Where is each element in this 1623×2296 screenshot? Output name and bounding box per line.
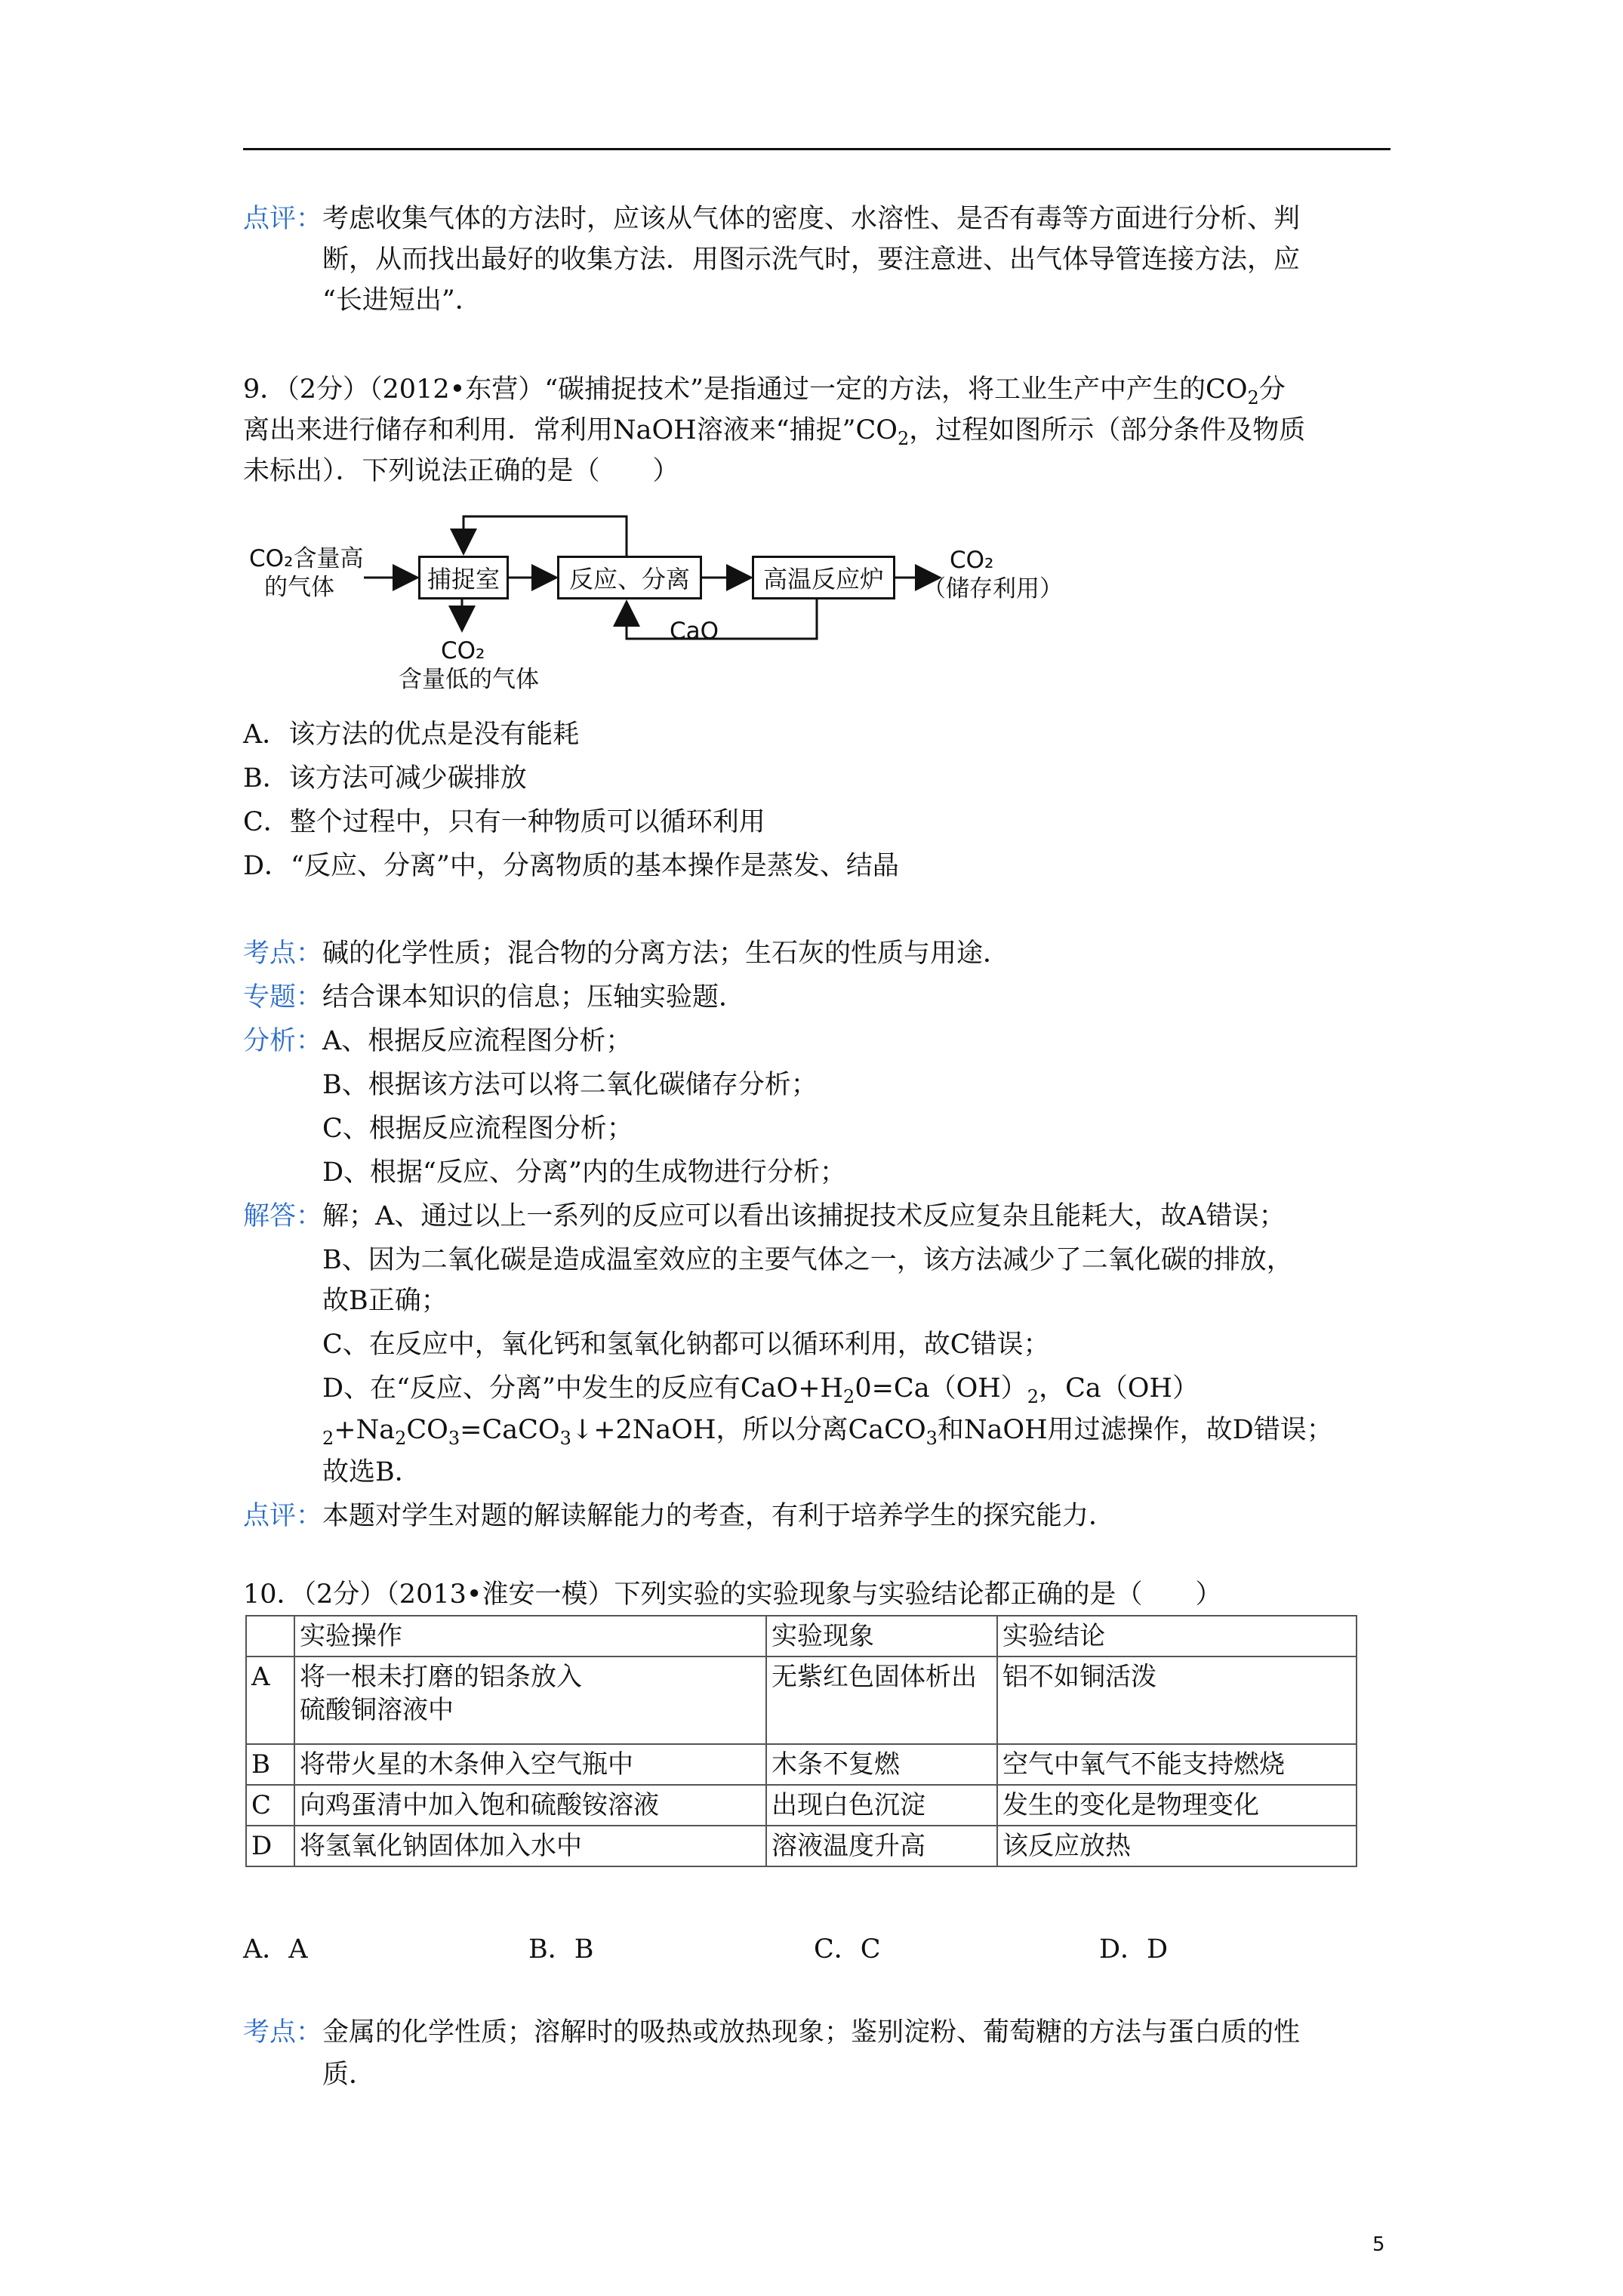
q9-jieda-line-1: 解答：解；A、通过以上一系列的反应可以看出该捕捉技术反应复杂且能耗大，故A错误；: [243, 1201, 1286, 1231]
q9-dianping: 点评：本题对学生对题的解读解能力的考查，有利于培养学生的探究能力．: [243, 1501, 1116, 1531]
table-row: A 将一根未打磨的铝条放入 硫酸铜溶液中 无紫红色固体析出 铝不如铜活泼: [246, 1657, 1357, 1744]
prev-comment-line-3: “长进短出”．: [322, 285, 482, 316]
q10-kaodian-line-2: 质．: [322, 2060, 376, 2090]
page-number: 5: [1372, 2233, 1385, 2256]
table-row: B 将带火星的木条伸入空气瓶中 木条不复燃 空气中氧气不能支持燃烧: [246, 1744, 1357, 1785]
q9-fenxi-line-3: C、根据反应流程图分析；: [322, 1114, 633, 1144]
q9-fenxi-line-4: D、根据“反应、分离”内的生成物进行分析；: [322, 1157, 846, 1188]
q9-jieda-line-4: C、在反应中，氧化钙和氢氧化钠都可以循环利用，故C错误；: [322, 1330, 1050, 1360]
q9-fenxi-line-1: 分析：A、根据反应流程图分析；: [243, 1026, 633, 1056]
q10-option-a: A．A: [243, 1934, 308, 1965]
q10-option-d: D．D: [1099, 1934, 1169, 1965]
q9-jieda-line-5: D、在“反应、分离”中发生的反应有$CaO+H_20=Ca(OH)_2$，Ca（OH）: [322, 1373, 1199, 1407]
q9-jieda-line-2: B、因为二氧化碳是造成温室效应的主要气体之一，该方法减少了二氧化碳的排放，: [322, 1245, 1293, 1275]
q9-option-c: C．整个过程中，只有一种物质可以循环利用: [243, 807, 765, 837]
header-rule: [243, 148, 1390, 150]
diagram-box-furnace: 高温反应炉: [752, 556, 895, 599]
q9-fenxi-line-2: B、根据该方法可以将二氧化碳储存分析；: [322, 1070, 818, 1100]
diagram-input-line-1: CO₂含量高: [249, 545, 364, 572]
prev-comment-line-2: 断，从而找出最好的收集方法．用图示洗气时，要注意进、出气体导管连接方法，应: [322, 245, 1301, 275]
prev-comment-label: 点评：: [243, 204, 323, 234]
diagram-bottom-line-1: CO₂: [441, 637, 485, 664]
q10-kaodian-line-1: 考点：金属的化学性质；溶解时的吸热或放热现象；鉴别淀粉、葡萄糖的方法与蛋白质的性: [243, 2017, 1301, 2048]
q9-zhuanti: 专题：结合课本知识的信息；压轴实验题．: [243, 982, 746, 1012]
diagram-input-line-2: 的气体: [264, 574, 334, 601]
table-header-row: 实验操作 实验现象 实验结论: [246, 1616, 1357, 1657]
diagram-box-capture-chamber: 捕捉室: [418, 556, 509, 599]
q10-stem: 10．（2分）（2013•淮安一模）下列实验的实验现象与实验结论都正确的是（ ）: [243, 1579, 1222, 1610]
diagram-output-line-1: CO₂: [950, 547, 994, 574]
q10-option-b: B．B: [528, 1934, 594, 1965]
diagram-box-reaction-separation: 反应、分离: [557, 556, 702, 599]
q9-kaodian: 考点：碱的化学性质；混合物的分离方法；生石灰的性质与用途．: [243, 938, 1010, 969]
diagram-output-line-2: （储存利用）: [922, 575, 1063, 603]
q9-stem-line-2: 离出来进行储存和利用．常利用NaOH溶液来“捕捉$”CO_2$，过程如图所示（部分条件及物质: [243, 415, 1306, 449]
table-row: C 向鸡蛋清中加入饱和硫酸铵溶液 出现白色沉淀 发生的变化是物理变化: [246, 1785, 1357, 1826]
q9-option-a: A．该方法的优点是没有能耗: [243, 720, 580, 750]
q9-stem-line-3: 未标出）．下列说法正确的是（ ）: [243, 456, 679, 486]
q9-option-b: B．该方法可减少碳排放: [243, 763, 527, 794]
q9-jieda-line-6: $_2+Na_2CO_3=CaCO_3↓+2NaOH$，所以分离CaCO$_3$和NaOH用过滤操作，故D错误；: [322, 1415, 1333, 1449]
q10-table: [245, 1615, 1357, 1867]
diagram-loop-label-cao: CaO: [670, 618, 719, 645]
q9-jieda-line-3: 故B正确；: [322, 1286, 448, 1316]
flow-arrows: [243, 498, 1111, 710]
q10-option-c: C．C: [814, 1934, 881, 1965]
q9-jieda-line-7: 故选B．: [322, 1457, 421, 1487]
q9-stem-line-1: 9．（2分）（2012•东营）“碳捕捉技术”是指通过一定的方法，将工业生产中产生的$CO_2$分: [243, 374, 1286, 408]
prev-comment-line-1: 点评：考虑收集气体的方法时，应该从气体的密度、水溶性、是否有毒等方面进行分析、判: [243, 204, 1301, 234]
q9-flow-diagram: [243, 498, 1111, 710]
q9-option-d: D．“反应、分离”中，分离物质的基本操作是蒸发、结晶: [243, 851, 899, 881]
table-row: D 将氢氧化钠固体加入水中 溶液温度升高 该反应放热: [246, 1826, 1357, 1866]
diagram-bottom-line-2: 含量低的气体: [399, 666, 539, 693]
